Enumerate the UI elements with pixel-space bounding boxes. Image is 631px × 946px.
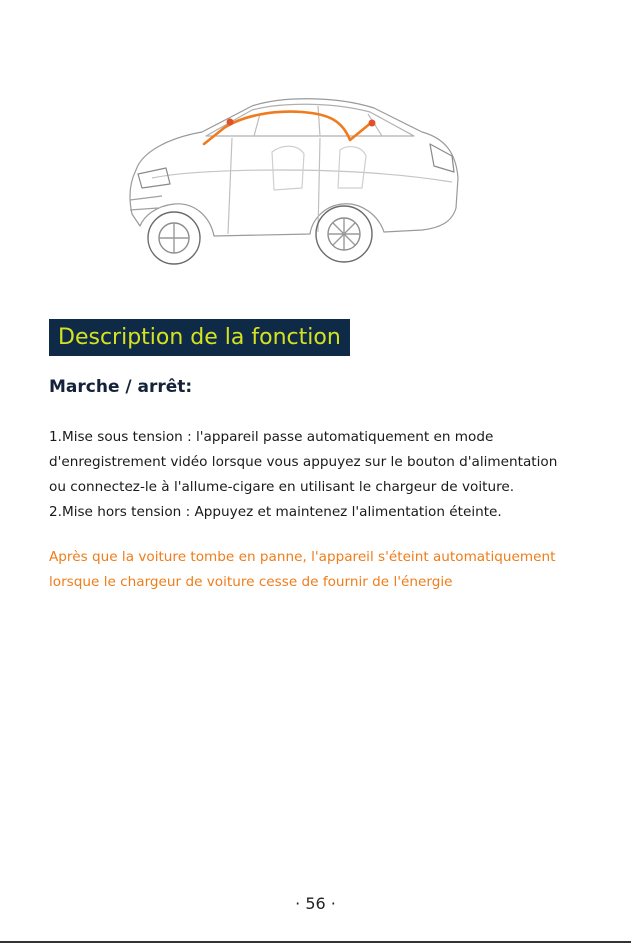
- body-line: 2.Mise hors tension : Appuyez et maintenez l'alimentation éteinte.: [49, 504, 502, 520]
- body-paragraph: [49, 425, 599, 525]
- car-illustration: [122, 92, 466, 280]
- dashcam-mount-marker: [227, 119, 234, 126]
- note-line: lorsque le chargeur de voiture cesse de fournir de l'énergie: [49, 574, 453, 590]
- cable-route-line: [204, 112, 372, 144]
- note-paragraph: [49, 545, 599, 595]
- footer-divider: [0, 941, 631, 943]
- note-line: Après que la voiture tombe en panne, l'appareil s'éteint automatiquement: [49, 549, 556, 565]
- body-line: d'enregistrement vidéo lorsque vous appuyez sur le bouton d'alimentation: [49, 454, 558, 470]
- section-title: Description de la fonction: [49, 319, 350, 356]
- body-line: 1.Mise sous tension : l'appareil passe automatiquement en mode: [49, 429, 494, 445]
- page-number: · 56 ·: [295, 894, 336, 913]
- subheading: Marche / arrêt:: [49, 377, 193, 397]
- rear-camera-marker: [369, 120, 376, 127]
- body-line: ou connectez-le à l'allume-cigare en utilisant le chargeur de voiture.: [49, 479, 515, 495]
- car-icon: [130, 99, 458, 236]
